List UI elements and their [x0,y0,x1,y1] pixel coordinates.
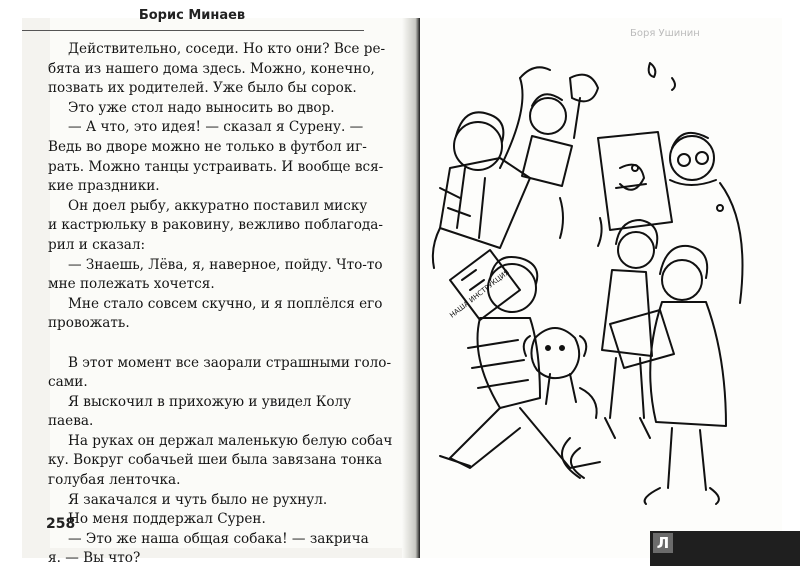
text-line: Это уже стол надо выносить во двор. [68,99,335,116]
floor-swoosh [562,438,584,478]
header-rule [22,30,364,31]
watermark-logo: Л [653,533,673,553]
text-line: Я выскочил в прихожую и увидел Колу [68,393,352,410]
text-line: рил и сказал: [48,236,146,253]
text-line: На руках он держал маленькую белую собач [68,432,393,449]
crying-girl-figure [602,220,657,438]
boy-with-vase-figure [522,75,598,186]
right-page-bleed-header: Боря Ушинин [630,28,700,39]
text-line: бята из нашего дома здесь. Можно, конечно, [48,60,375,77]
confetti-drops-icon [560,63,723,246]
poster-text: НАША ИНСТРУКЦИЯ [448,268,511,320]
text-line: я. — Вы что? [48,550,141,567]
text-line: рать. Можно танцы устраивать. И вообще вся- [48,158,384,175]
text-line: Действительно, соседи. Но кто они? Все ре- [68,41,386,57]
text-line: ку. Вокруг собачьей шеи была завязана тонка [48,452,383,469]
text-line: провожать. [48,315,130,332]
text-line: паева. [48,413,94,430]
puppy-figure [524,328,597,418]
text-line: кие праздники. [48,178,160,195]
body-text [48,40,394,569]
text-line: Ведь во дворе можно не только в футбол иг- [48,138,367,155]
text-line: позвать их родителей. Уже было бы сорок. [48,80,357,97]
text-line: мне полежать хочется. [48,276,215,293]
text-line: — Это же наша общая собака! — закрича [68,530,369,547]
page-number: 258 [46,516,76,532]
text-line: и кастрюльку в раковину, вежливо поблагода- [48,217,383,234]
text-line: Он доел рыбу, аккуратно поставил миску [68,197,368,214]
paragraph-gap [48,334,394,354]
text-line: Мне стало совсем скучно, и я поплёлся его [68,295,383,312]
text-line: сами. [48,374,88,391]
instruction-sheet [448,250,520,320]
children-with-puppy-illustration [420,18,782,558]
girl-with-book-figure [610,246,726,504]
text-line: — А что, это идея! — сказал я Сурену. — [68,119,364,136]
text-line: В этот момент все заорали страшными голо- [68,354,392,371]
boy-waving-figure [433,67,550,268]
text-line: Я закачался и чуть было не рухнул. [68,491,328,508]
poster-drawing [598,132,672,230]
text-line: голубая ленточка. [48,472,181,489]
right-page [420,18,782,558]
text-line: — Знаешь, Лёва, я, наверное, пойду. Что-то [68,256,383,273]
running-header: Борис Минаев [138,8,246,23]
text-line: Но меня поддержал Сурен. [68,511,266,528]
